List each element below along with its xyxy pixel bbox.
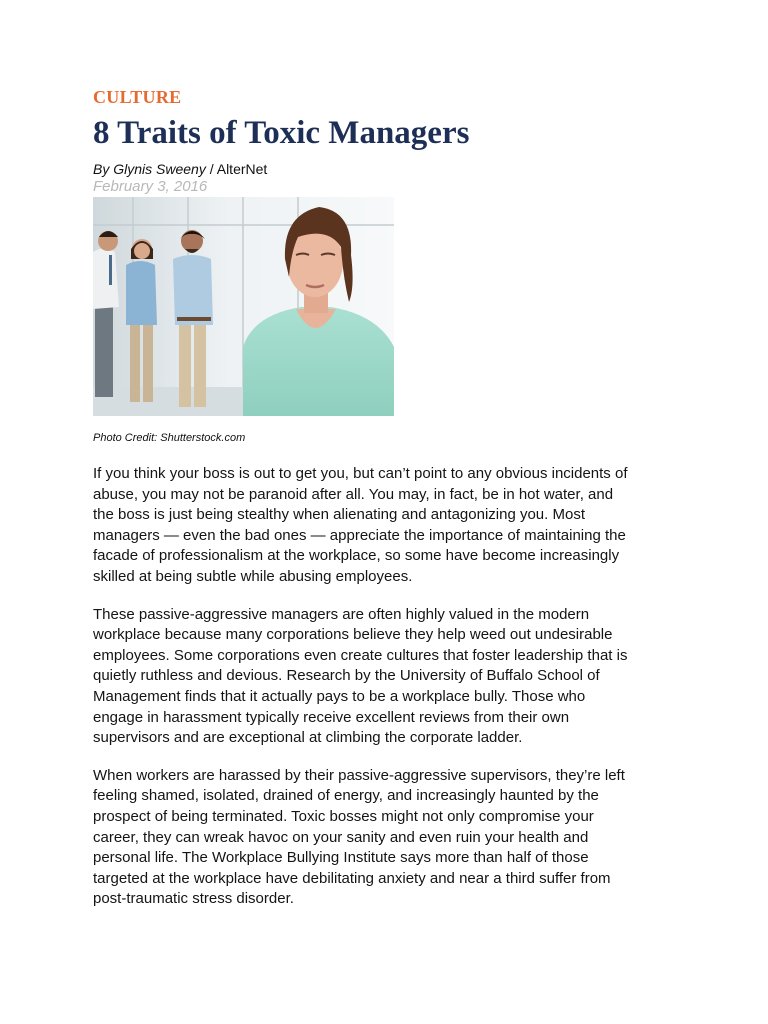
article-paragraph-2: These passive-aggressive managers are often highly valued in the modern workplace because many corporations believe they help weed out undesirable employees. Some corporations even create cultures that foster leadership that is quietly ruthless and devious. Research by the University of Buffalo School of Management finds that it actually pays to be a workplace bully. Those who engage in harassment typically receive excellent reviews from their own supervisors and are exceptional at climbing the corporate ladder. <box>93 605 628 747</box>
category-label: CULTURE <box>93 87 182 107</box>
publish-date: February 3, 2016 <box>93 178 208 195</box>
article-paragraph-1: If you think your boss is out to get you, but can’t point to any obvious incidents of abuse, you may not be paranoid after all. You may, in fact, be in hot water, and the boss is just being stealthy when alienating and antagonizing you. Most managers — even the bad ones — appreciate the importance of maintaining the facade of professionalism at the workplace, so some have become increasingly skilled at being subtle while abusing employees. <box>93 465 628 585</box>
article-title: 8 Traits of Toxic Managers <box>93 115 470 151</box>
byline-author: By Glynis Sweeny <box>93 161 206 177</box>
byline-separator: / <box>205 161 217 177</box>
byline-publisher: AlterNet <box>216 161 268 177</box>
article <box>93 86 683 910</box>
office-gossip-photo <box>93 197 394 416</box>
article-photo <box>93 197 394 416</box>
article-paragraph-3: When workers are harassed by their passive-aggressive supervisors, they’re left feeling shamed, isolated, drained of energy, and increasingly haunted by the prospect of being terminated. Toxic bosses might not only compromise your career, they can wreak havoc on your sanity and even ruin your health and personal life. The Workplace Bullying Institute says more than half of those targeted at the workplace have debilitating anxiety and near a third suffer from post-traumatic stress disorder. <box>93 766 625 908</box>
photo-credit: Photo Credit: Shutterstock.com <box>93 432 246 444</box>
byline <box>93 161 683 178</box>
